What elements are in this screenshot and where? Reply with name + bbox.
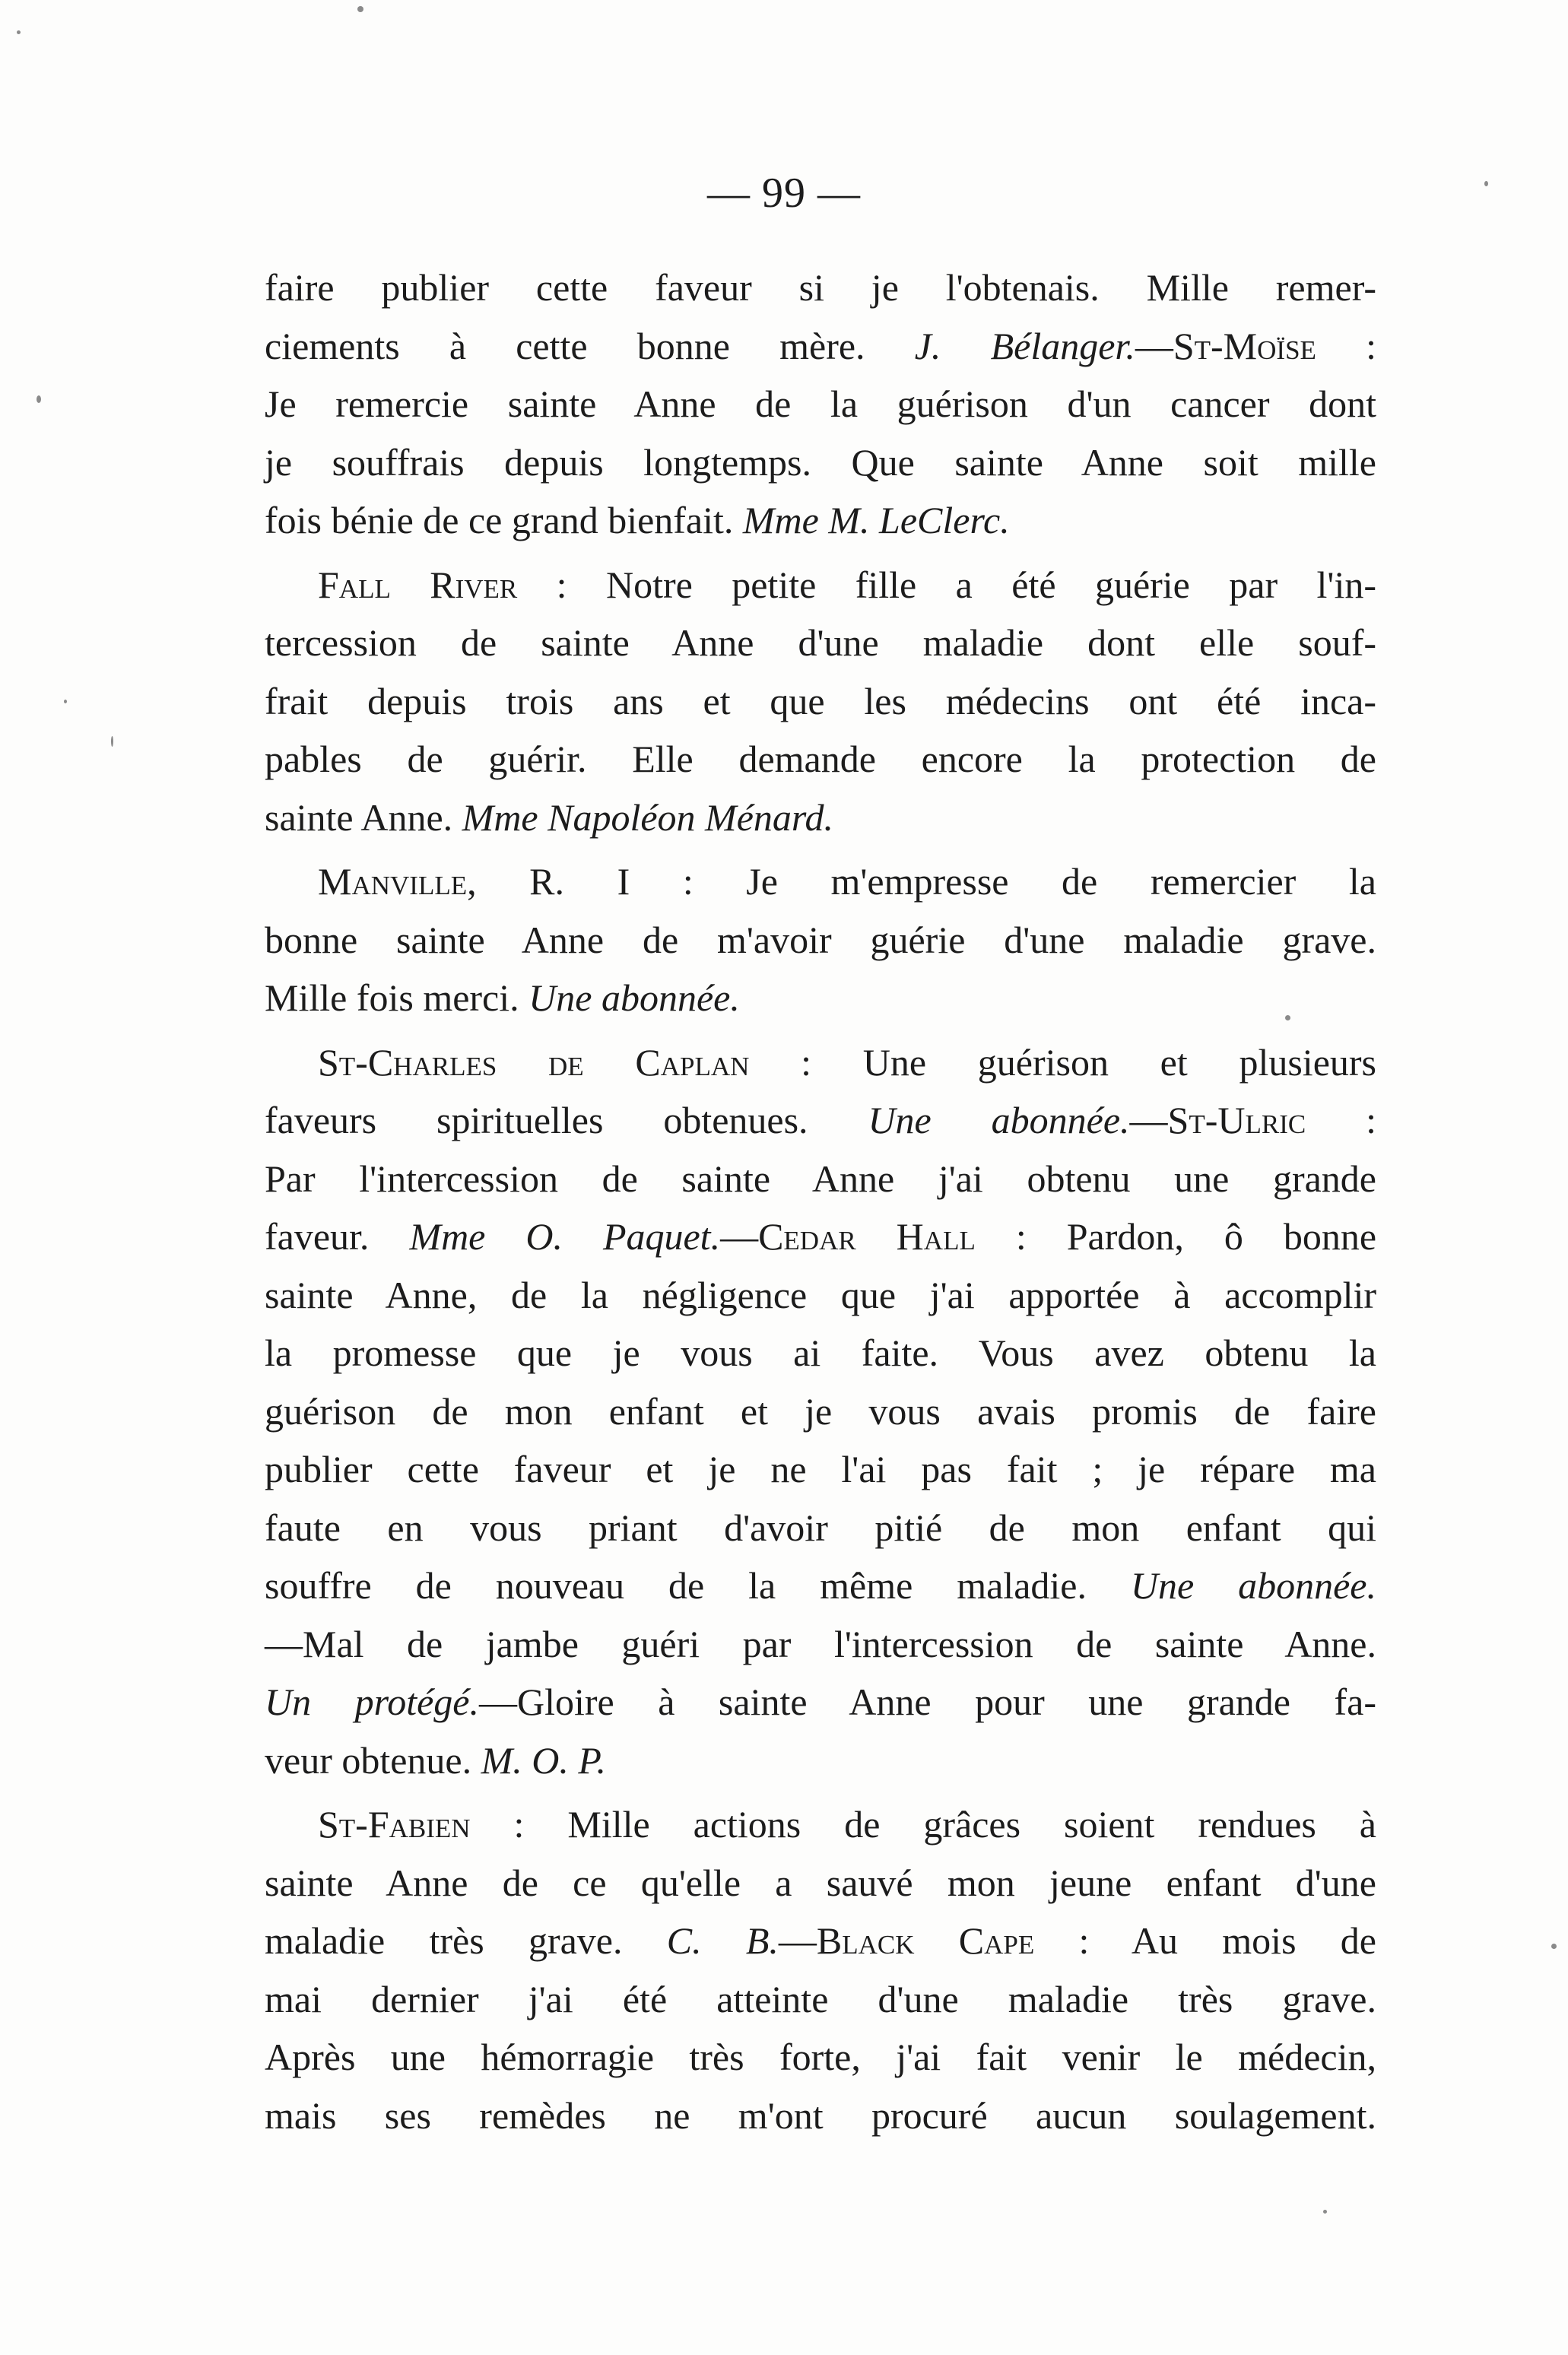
text-line: [265, 969, 1376, 1027]
scan-speck: [1484, 181, 1488, 186]
text-line: [265, 1912, 1376, 1970]
text-line: [265, 789, 1376, 847]
body-text: [265, 259, 1376, 2144]
text-line: sainte Anne de ce qu'elle a sauvé mon jeune enfant d'une: [265, 1861, 1376, 1904]
text-line: [265, 1208, 1376, 1266]
text-line: la promesse que je vous ai faite. Vous avez obtenu la: [265, 1331, 1376, 1374]
place-name: Fall River: [318, 563, 518, 606]
scan-speck: [1285, 1015, 1290, 1020]
scan-speck: [1323, 2210, 1327, 2214]
place-name: Cedar Hall: [758, 1215, 976, 1258]
text-line: pables de guérir. Elle demande encore la protection de: [265, 738, 1376, 780]
signature: Mme M. LeClerc.: [742, 499, 1010, 541]
text-line: mais ses remèdes ne m'ont procuré aucun soulagement.: [265, 2093, 1376, 2137]
text-run: veur obtenue.: [265, 1738, 481, 1782]
em-dash: —: [1129, 1099, 1168, 1141]
text-line: tercession de sainte Anne d'une maladie dont elle souf-: [265, 621, 1376, 664]
signature: Une abonnée.: [1130, 1564, 1376, 1607]
signature: Une abonnée.: [528, 976, 740, 1019]
paragraph-start: [265, 1033, 1376, 1092]
text-run: maladie très grave.: [265, 1919, 667, 1962]
signature: J. Bélanger.: [914, 324, 1135, 367]
text-run: Mille fois merci.: [265, 976, 529, 1019]
em-dash: —: [1135, 324, 1173, 367]
text-run: faveur.: [265, 1215, 410, 1258]
text-run: : Mille actions de grâces soient rendues à: [470, 1803, 1376, 1846]
paragraph-start: [265, 556, 1376, 614]
em-dash: —: [778, 1919, 817, 1962]
text-run: faveurs spirituelles obtenues.: [265, 1099, 868, 1141]
text-line: [265, 1673, 1376, 1731]
text-line: frait depuis trois ans et que les médecins ont été inca-: [265, 679, 1376, 722]
scan-speck: [111, 736, 113, 747]
text-run: : Pardon, ô bonne: [975, 1215, 1377, 1258]
text-line: [265, 1557, 1376, 1615]
text-line: —Mal de jambe guéri par l'intercession de sainte Anne.: [265, 1622, 1376, 1665]
place-name: St-Ulric: [1167, 1099, 1306, 1141]
text-run: : Je m'empresse de remercier la: [630, 860, 1376, 903]
text-line: bonne sainte Anne de m'avoir guérie d'une maladie grave.: [265, 918, 1376, 961]
text-line: faute en vous priant d'avoir pitié de mon enfant qui: [265, 1506, 1376, 1549]
text-line: [265, 1091, 1376, 1150]
signature: Mme O. Paquet.: [409, 1215, 721, 1258]
scan-speck: [357, 6, 363, 12]
text-line: [265, 317, 1376, 376]
text-run: fois bénie de ce grand bienfait.: [265, 499, 743, 541]
text-line: publier cette faveur et je ne l'ai pas fait ; je répare ma: [265, 1448, 1376, 1490]
text-run: sainte Anne.: [265, 795, 462, 839]
place-name: Black Cape: [816, 1919, 1035, 1962]
text-run: ciements à cette bonne mère.: [265, 324, 915, 367]
text-line: guérison de mon enfant et je vous avais promis de faire: [265, 1389, 1376, 1433]
text-line: je souffrais depuis longtemps. Que sainte Anne soit mille: [265, 440, 1376, 484]
text-line: Par l'intercession de sainte Anne j'ai obtenu une grande: [265, 1157, 1376, 1200]
paragraph-start: [265, 1795, 1376, 1854]
scan-speck: [1551, 1944, 1557, 1949]
scan-speck: [37, 395, 41, 403]
text-run: : Au mois de: [1034, 1919, 1376, 1962]
text-line: faire publier cette faveur si je l'obtenais. Mille remer-: [265, 266, 1376, 309]
em-dash: —: [720, 1215, 759, 1258]
text-line: [265, 1731, 1376, 1790]
text-run: :: [1316, 324, 1376, 367]
text-run: : Notre petite fille a été guérie par l'in-: [517, 563, 1376, 606]
place-name: St-Charles de Caplan: [318, 1040, 750, 1084]
scan-speck: [64, 700, 67, 703]
text-run: souffre de nouveau de la même maladie.: [265, 1564, 1131, 1607]
paragraph-start: [265, 852, 1376, 911]
page-number: — 99 —: [707, 170, 861, 217]
text-line: [265, 491, 1376, 550]
signature: Une abonnée.: [868, 1099, 1130, 1141]
text-line: Je remercie sainte Anne de la guérison d'un cancer dont: [265, 382, 1376, 425]
place-name: Manville, R. I: [318, 860, 630, 903]
place-name: St-Moïse: [1173, 324, 1316, 367]
signature: M. O. P.: [481, 1738, 606, 1782]
text-line: sainte Anne, de la négligence que j'ai apportée à accomplir: [265, 1273, 1376, 1316]
signature: Un protégé.: [265, 1681, 479, 1723]
scan-speck: [17, 30, 21, 34]
text-line: Après une hémorragie très forte, j'ai fait venir le médecin,: [265, 2036, 1376, 2078]
text-run: : Une guérison et plusieurs: [749, 1040, 1376, 1084]
text-line: mai dernier j'ai été atteinte d'une maladie très grave.: [265, 1977, 1376, 2020]
signature: Mme Napoléon Ménard.: [462, 795, 834, 839]
text-run: —Gloire à sainte Anne pour une grande fa-: [479, 1681, 1376, 1723]
signature: C. B.: [666, 1919, 779, 1962]
text-run: :: [1306, 1099, 1376, 1141]
place-name: St-Fabien: [318, 1803, 471, 1846]
